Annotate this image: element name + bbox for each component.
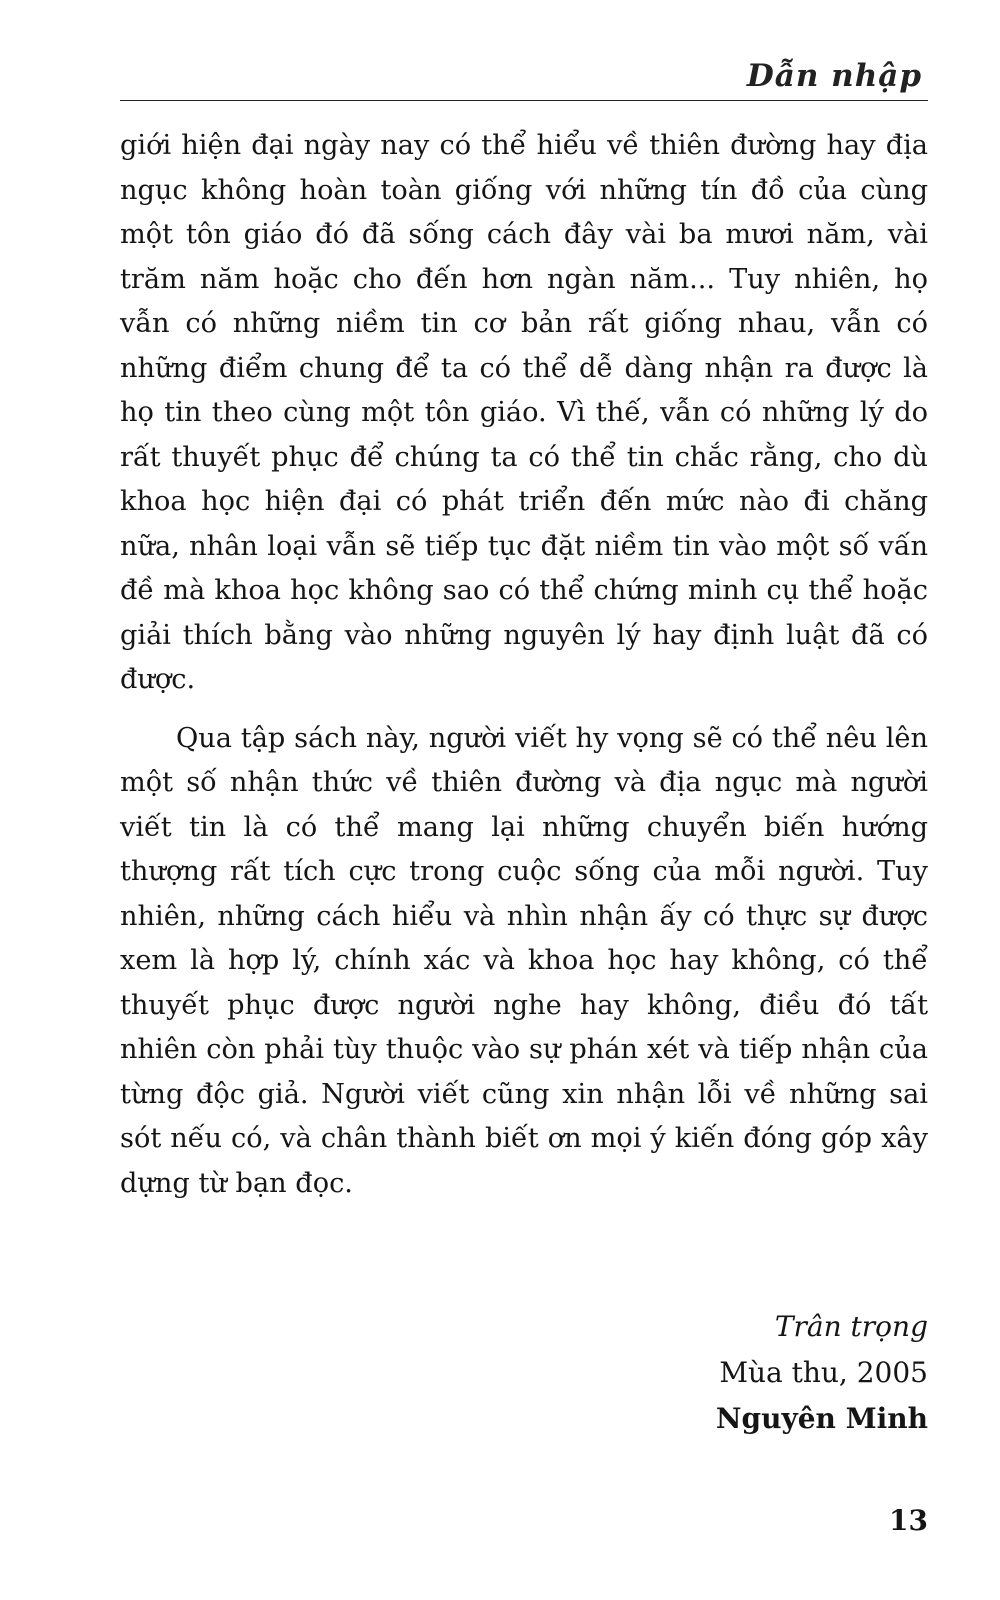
paragraph-continued: giới hiện đại ngày nay có thể hiểu về thiên đường hay địa ngục không hoàn toàn giống với những tín đồ của cùng một tôn giáo đó đã sống cách đây vài ba mươi năm, vài trăm năm hoặc cho đến hơn ngàn năm... Tuy nhiên, họ vẫn có những niềm tin cơ bản rất giống nhau, vẫn có những điểm chung để ta có thể dễ dàng nhận ra được là họ tin theo cùng một tôn giáo. Vì thế, vẫn có những lý do rất thuyết phục để chúng ta có thể tin chắc rằng, cho dù khoa học hiện đại có phát triển đến mức nào đi chăng nữa, nhân loại vẫn sẽ tiếp tục đặt niềm tin vào một số vấn đề mà khoa học không sao có thể chứng minh cụ thể hoặc giải thích bằng vào những nguyên lý hay định luật đã có được. [120,130,928,695]
chapter-title: Dẫn nhập [746,58,922,94]
author-name: Nguyên Minh [715,1402,928,1435]
running-header [120,52,928,101]
body-text [120,124,928,1206]
signature-block [716,1304,928,1442]
signature-date: Mùa thu, 2005 [719,1356,928,1389]
page-number: 13 [889,1504,928,1537]
paragraph: Qua tập sách này, người viết hy vọng sẽ có thể nêu lên một số nhận thức về thiên đường và địa ngục mà người viết tin là có thể mang lại những chuyển biến hướng thượng rất tích cực trong cuộc sống của mỗi người. Tuy nhiên, những cách hiểu và nhìn nhận ấy có thực sự được xem là hợp lý, chính xác và khoa học hay không, có thể thuyết phục được người nghe hay không, điều đó tất nhiên còn phải tùy thuộc vào sự phán xét và tiếp nhận của từng độc giả. Người viết cũng xin nhận lỗi về những sai sót nếu có, và chân thành biết ơn mọi ý kiến đóng góp xây dựng từ bạn đọc. [120,722,928,1199]
closing-salutation: Trân trọng [774,1310,928,1343]
